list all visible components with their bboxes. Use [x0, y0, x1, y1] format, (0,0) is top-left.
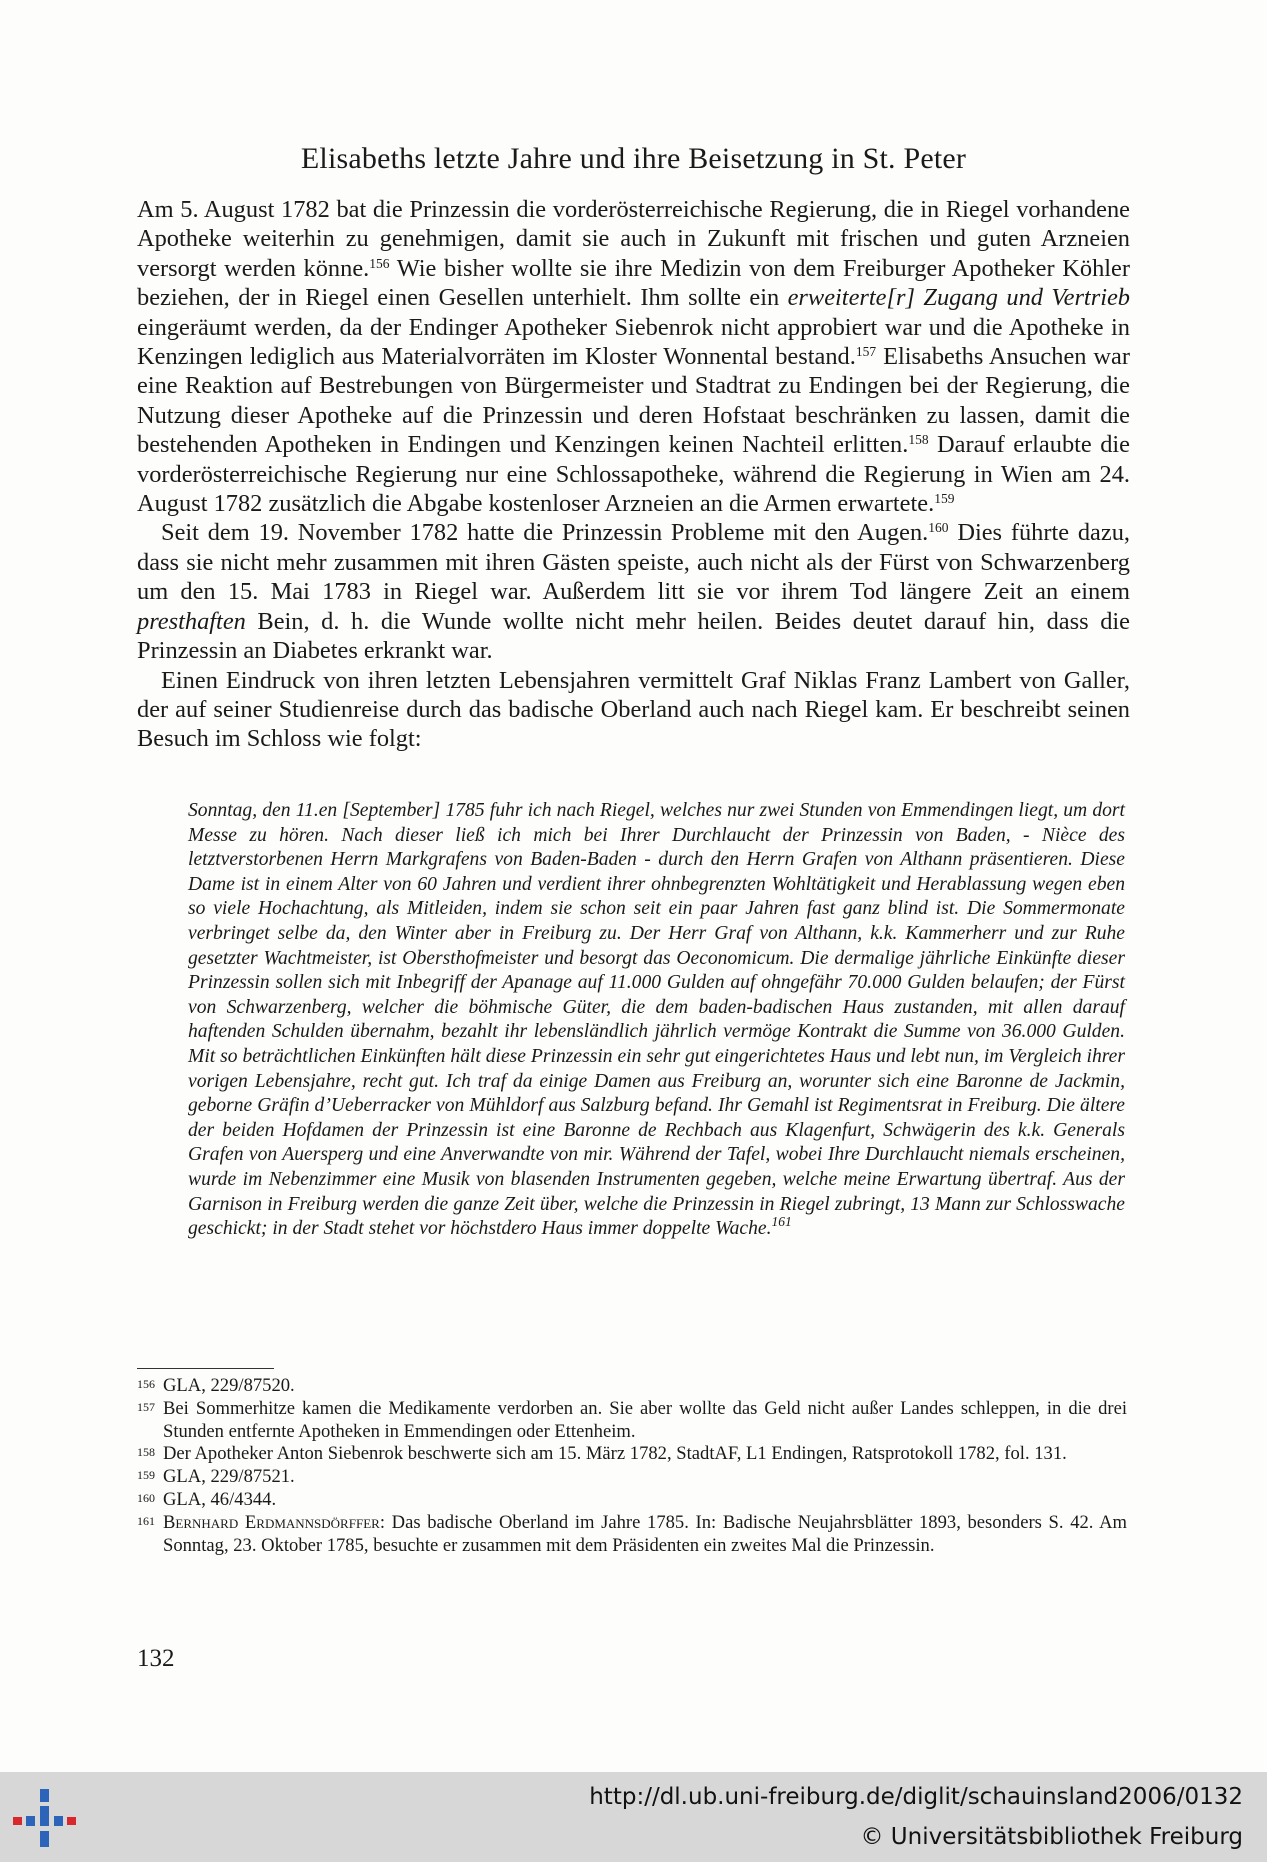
footnote-number: 160 — [137, 1490, 155, 1505]
paragraph-3: Einen Eindruck von ihren letzten Lebensjahren vermittelt Graf Niklas Franz Lambert von Galler, der auf seiner Studienreise durch das badische Oberland auch nach Riegel kam. Er beschreibt seinen Besuch im Schloss wie folgt: — [137, 666, 1130, 753]
footnotes — [137, 1375, 1127, 1557]
footnote-160: 160 GLA, 46/4344. — [137, 1488, 277, 1510]
footnote-author: Bernhard Erdmannsdörffer — [163, 1511, 380, 1533]
footnote-ref-159[interactable]: 159 — [934, 491, 955, 507]
footnote-number: 158 — [137, 1445, 155, 1460]
footnote-161: 161 Bernhard Erdmannsdörffer: Das badische Oberland im Jahre 1785. In: Badische Neujahrsblätter 1893, besonders S. 42. Am Sonntag, 23. Oktober 1785, besuchte er zusammen mit dem Präsidenten ein zweites Mal die Prinzessin. — [137, 1511, 1127, 1556]
footnote-ref-160[interactable]: 160 — [928, 520, 949, 536]
footnote-159: 159 GLA, 229/87521. — [137, 1466, 295, 1488]
page-number: 132 — [137, 1645, 175, 1672]
emphasis-quote: erweiterte[r] Zugang und Vertrieb — [787, 284, 1130, 312]
copyright-notice: © Universitätsbibliothek Freiburg — [860, 1824, 1243, 1850]
footnote-157: 157 Bei Sommerhitze kamen die Medikamente verdorben an. Sie aber wollte das Geld nicht außer Landes schleppen, in die drei Stunden entfernte Apotheken in Emmendingen oder Ettenheim. — [137, 1397, 1127, 1442]
footnote-ref-157[interactable]: 157 — [855, 344, 877, 360]
footnote-158: 158 Der Apotheker Anton Siebenrok beschwerte sich am 15. März 1782, StadtAF, L1 Endingen, Ratsprotokoll 1782, fol. 131. — [137, 1443, 1067, 1465]
footnote-number: 156 — [137, 1377, 155, 1391]
footnote-number: 161 — [137, 1513, 155, 1528]
footnote-divider — [137, 1368, 274, 1369]
footnote-number: 159 — [137, 1468, 155, 1483]
paragraph-1: Am 5. August 1782 bat die Prinzessin die vorderösterreichische Regierung, die in Riegel vorhandene Apotheke weiterhin zu genehmigen, damit sie auch in Zukunft mit frischen und guten Arzneien versorgt werden könne.$^{156}$ Wie bisher wollte sie ihre Medizin von dem Freiburger Apotheker Köhler beziehen, der in Riegel einen Gesellen unterhielt. Ihm sollte ein erweiterte[r] Zugang und Vertrieb eingeräumt werden, da der Endinger Apotheker Siebenrok nicht approbiert war und die Apotheke in Kenzingen lediglich aus Materialvorräten im Kloster Wonnental bestand.$^{157}$ Elisabeths Ansuchen war eine Reaktion auf Bestrebungen von Bürgermeister und Stadtrat zu Endingen bei der Regierung, die Nutzung dieser Apotheke auf die Prinzessin und deren Hofstaat beschränken zu lassen, damit die bestehenden Apotheken in Endingen und Kenzingen keinen Nachteil erlitten.$^{158}$ Darauf erlaubte die vorderösterreichische Regierung nur eine Schlossapotheke, während die Regierung in Wien am 24. August 1782 zusätzlich die Abgabe kostenloser Arzneien an die Armen erwartete.$^{159}$ — [137, 196, 1130, 518]
footnote-ref-158[interactable]: 158 — [908, 432, 929, 448]
ub-freiburg-logo-icon — [12, 1786, 76, 1850]
viewer-footer-bar — [0, 1772, 1267, 1862]
footnote-ref-161[interactable]: 161 — [771, 1214, 792, 1230]
paragraph-2: Seit dem 19. November 1782 hatte die Prinzessin Probleme mit den Augen.$^{160}$ Dies führte dazu, dass sie nicht mehr zusammen mit ihren Gästen speiste, auch nicht als der Fürst von Schwarzenberg um den 15. Mai 1783 in Riegel war. Außerdem litt sie vor ihrem Tod längere Zeit an einem presthaften Bein, d. h. die Wunde wollte nicht mehr heilen. Beides deutet darauf hin, dass die Prinzessin an Diabetes erkrankt war. — [137, 519, 1130, 665]
footnote-number: 157 — [137, 1399, 155, 1414]
emphasis-word: presthaften — [137, 607, 246, 635]
permalink-url[interactable]: http://dl.ub.uni-freiburg.de/diglit/schauinsland2006/0132 — [589, 1784, 1243, 1810]
running-header-title: Elisabeths letzte Jahre und ihre Beisetzung in St. Peter — [300, 142, 967, 175]
block-quote: Sonntag, den 11.en [September] 1785 fuhr ich nach Riegel, welches nur zwei Stunden von Emmendingen liegt, um dort Messe zu hören. Nach dieser ließ ich mich bei Ihrer Durchlaucht der Prinzessin von Baden, - Nièce des letztverstorbenen Herrn Markgrafens von Baden-Baden - durch den Herrn Grafen von Althann präsentieren. Diese Dame ist in einem Alter von 60 Jahren und verdient ihrer ohnbegrenzten Wohltätigkeit und Herablassung wegen eben so viele Hochachtung, als Mitleiden, indem sie schon seit ein paar Jahren fast ganz blind ist. Die Sommermonate verbringet selbe da, den Winter aber in Freiburg zu. Der Herr Graf von Althann, k.k. Kammerherr und zur Ruhe gesetzter Wachtmeister, ist Obersthofmeister und besorgt das Oeconomicum. Die dermalige jährliche Einkünfte dieser Prinzessin sollen sich mit Inbegriff der Apanage auf 11.000 Gulden auf ohngefähr 70.000 Gulden belaufen; der Fürst von Schwarzenberg, welcher die böhmische Güter, die dem baden-badischen Haus zustanden, mit allen darauf haftenden Schulden übernahm, bezahlt ihr lebensländlich jährlich vermöge Kontrakt die Summe von 36.000 Gulden. Mit so beträchtlichen Einkünften hält diese Prinzessin ein sehr gut eingerichtetes Haus und lebt nun, im Vergleich ihrer vorigen Lebensjahre, recht gut. Ich traf da einige Damen aus Freiburg an, worunter sich eine Baronne de Jackmin, geborne Gräfin d’Ueberracker von Mühldorf aus Salzburg befand. Ihr Gemahl ist Regimentsrat in Freiburg. Die ältere der beiden Hofdamen der Prinzessin ist eine Baronne de Rechbach aus Klagenfurt, Schwägerin des k.k. Generals Grafen von Auersperg und eine Anverwandte von mir. Während der Tafel, wobei Ihre Durchlaucht niemals erscheinen, wurde im Nebenzimmer eine Musik von blasenden Instrumenten gegeben, welche meine Erwartung übertraf. Aus der Garnison in Freiburg werden die ganze Zeit über, welche die Prinzessin in Riegel zubringt, 13 Mann zur Schlosswache geschickt; in der Stadt stehet vor höchstdero Haus immer doppelte Wache.$^{161}$ — [188, 800, 1125, 1240]
footnote-ref-156[interactable]: 156 — [369, 255, 390, 271]
body-text — [137, 195, 1130, 754]
footnote-156: 156 GLA, 229/87520. — [137, 1375, 295, 1396]
